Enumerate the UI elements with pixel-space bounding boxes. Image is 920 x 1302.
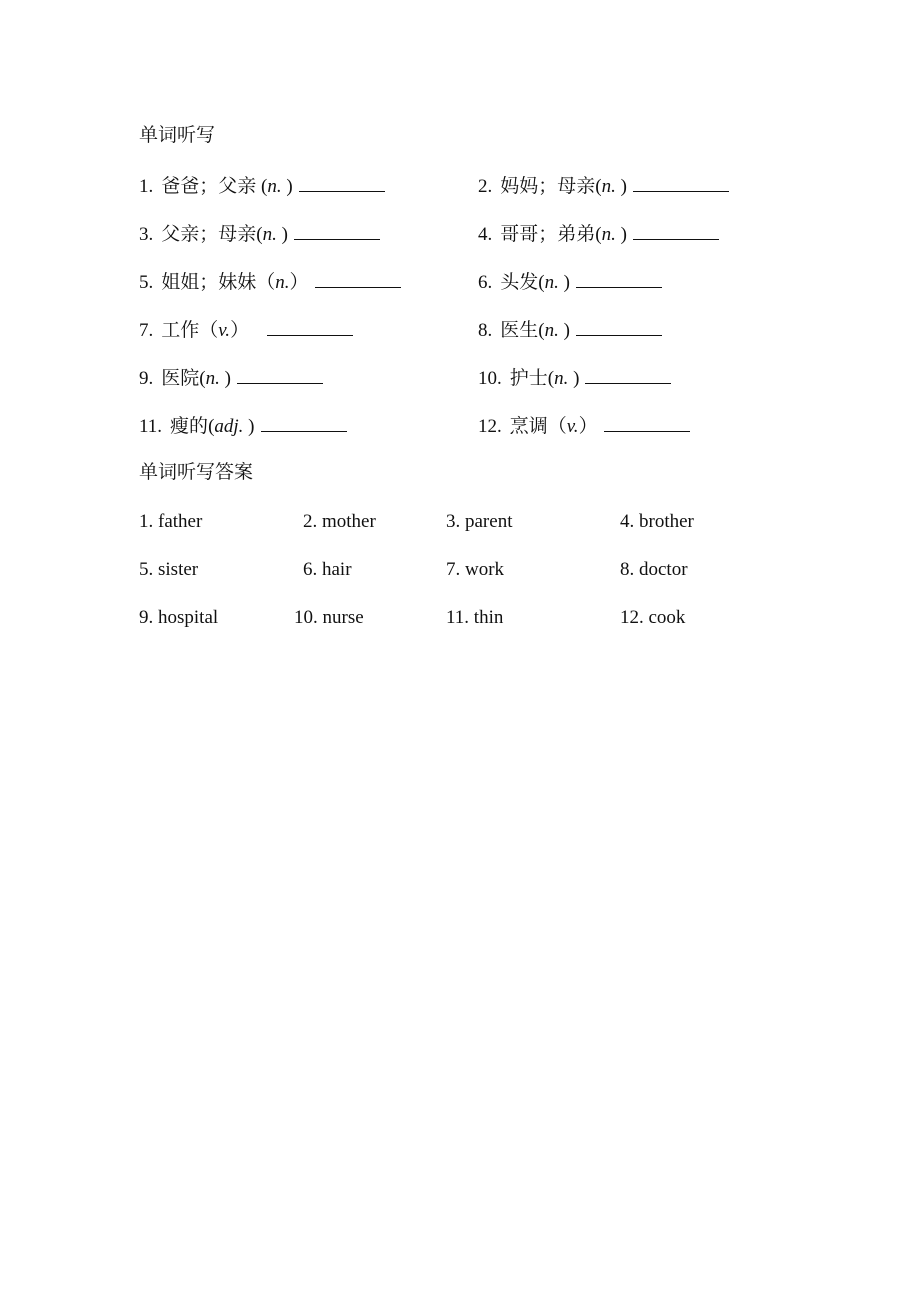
dictation-item xyxy=(478,173,729,197)
answer-item: 6. hair xyxy=(303,559,352,580)
dictation-item xyxy=(139,413,347,437)
item-pos: v. xyxy=(566,416,579,437)
item-paren-open: ( xyxy=(256,176,268,197)
item-paren-close: ) xyxy=(243,416,255,437)
answer-item: 2. mother xyxy=(303,511,376,532)
item-paren-close: ) xyxy=(615,224,627,245)
dictation-item xyxy=(478,221,719,245)
item-chinese: 医院 xyxy=(161,368,200,389)
answer-item: 9. hospital xyxy=(139,607,219,628)
item-paren-close: ) xyxy=(615,176,627,197)
dictation-item xyxy=(478,317,662,341)
item-pos: n. xyxy=(601,176,616,197)
answer-blank[interactable] xyxy=(604,413,690,432)
item-paren-close: ) xyxy=(558,272,570,293)
answer-blank[interactable] xyxy=(633,173,729,192)
item-number: 8. xyxy=(478,320,493,341)
item-pos: n. xyxy=(544,320,559,341)
item-paren-open: ( xyxy=(208,416,215,437)
item-chinese: 姐姐；妹妹 xyxy=(161,272,257,293)
answer-blank[interactable] xyxy=(294,221,380,240)
dictation-item xyxy=(478,269,662,293)
item-number: 10. xyxy=(478,368,502,389)
item-pos: n. xyxy=(267,176,282,197)
answer-item: 8. doctor xyxy=(620,559,688,580)
item-chinese: 爸爸；父亲 xyxy=(161,176,257,197)
item-pos: adj. xyxy=(214,416,244,437)
item-chinese: 护士 xyxy=(509,368,548,389)
item-paren-close: ） xyxy=(230,320,250,341)
answer-blank[interactable] xyxy=(576,269,662,288)
answer-item: 11. thin xyxy=(446,607,504,628)
answer-blank[interactable] xyxy=(315,269,401,288)
item-pos: n. xyxy=(554,368,569,389)
answer-blank[interactable] xyxy=(299,173,385,192)
item-chinese: 烹调 xyxy=(509,416,548,437)
item-number: 9. xyxy=(139,368,154,389)
item-paren-open: ( xyxy=(256,224,263,245)
answer-item: 7. work xyxy=(446,559,505,580)
item-paren-close: ) xyxy=(281,176,293,197)
item-number: 5. xyxy=(139,272,154,293)
item-number: 1. xyxy=(139,176,154,197)
item-paren-open: ( xyxy=(595,224,602,245)
item-number: 4. xyxy=(478,224,493,245)
item-chinese: 父亲；母亲 xyxy=(161,224,257,245)
item-paren-open: ( xyxy=(595,176,602,197)
item-paren-close: ) xyxy=(568,368,580,389)
answer-blank[interactable] xyxy=(237,365,323,384)
dictation-item xyxy=(139,365,323,389)
item-pos: n. xyxy=(544,272,559,293)
item-paren-open: （ xyxy=(199,320,219,341)
item-paren-open: （ xyxy=(256,272,276,293)
item-chinese: 医生 xyxy=(500,320,539,341)
item-paren-open: ( xyxy=(538,272,545,293)
answer-item: 10. nurse xyxy=(294,607,364,628)
item-chinese: 工作 xyxy=(161,320,200,341)
item-chinese: 头发 xyxy=(500,272,539,293)
answer-item: 1. father xyxy=(139,511,203,532)
answer-item: 3. parent xyxy=(446,511,513,532)
item-chinese: 妈妈；母亲 xyxy=(500,176,596,197)
answers-title: 单词听写答案 xyxy=(139,462,254,483)
dictation-item xyxy=(139,317,353,341)
item-paren-close: ） xyxy=(578,416,598,437)
answer-blank[interactable] xyxy=(585,365,671,384)
item-pos: n. xyxy=(262,224,277,245)
answer-blank[interactable] xyxy=(267,317,353,336)
item-paren-close: ) xyxy=(558,320,570,341)
item-pos: n. xyxy=(601,224,616,245)
dictation-title: 单词听写 xyxy=(139,125,216,146)
item-pos: n. xyxy=(205,368,220,389)
answer-item: 5. sister xyxy=(139,559,199,580)
item-paren-close: ） xyxy=(289,272,309,293)
item-paren-open: （ xyxy=(547,416,567,437)
item-number: 11. xyxy=(139,416,163,437)
dictation-item xyxy=(139,221,380,245)
item-paren-open: ( xyxy=(199,368,206,389)
item-number: 6. xyxy=(478,272,493,293)
answer-item: 4. brother xyxy=(620,511,694,532)
answer-blank[interactable] xyxy=(261,413,347,432)
item-number: 3. xyxy=(139,224,154,245)
item-paren-open: ( xyxy=(547,368,555,389)
item-chinese: 瘦的 xyxy=(170,416,209,437)
item-paren-close: ) xyxy=(219,368,231,389)
dictation-item xyxy=(139,269,401,293)
answer-blank[interactable] xyxy=(576,317,662,336)
dictation-item xyxy=(478,413,690,437)
item-paren-close: ) xyxy=(276,224,288,245)
item-number: 12. xyxy=(478,416,502,437)
dictation-item xyxy=(478,365,671,389)
item-pos: v. xyxy=(218,320,231,341)
answer-blank[interactable] xyxy=(633,221,719,240)
dictation-item xyxy=(139,173,385,197)
answer-item: 12. cook xyxy=(620,607,686,628)
item-number: 7. xyxy=(139,320,154,341)
item-number: 2. xyxy=(478,176,493,197)
item-pos: n. xyxy=(275,272,290,293)
item-paren-open: ( xyxy=(538,320,545,341)
item-chinese: 哥哥；弟弟 xyxy=(500,224,596,245)
